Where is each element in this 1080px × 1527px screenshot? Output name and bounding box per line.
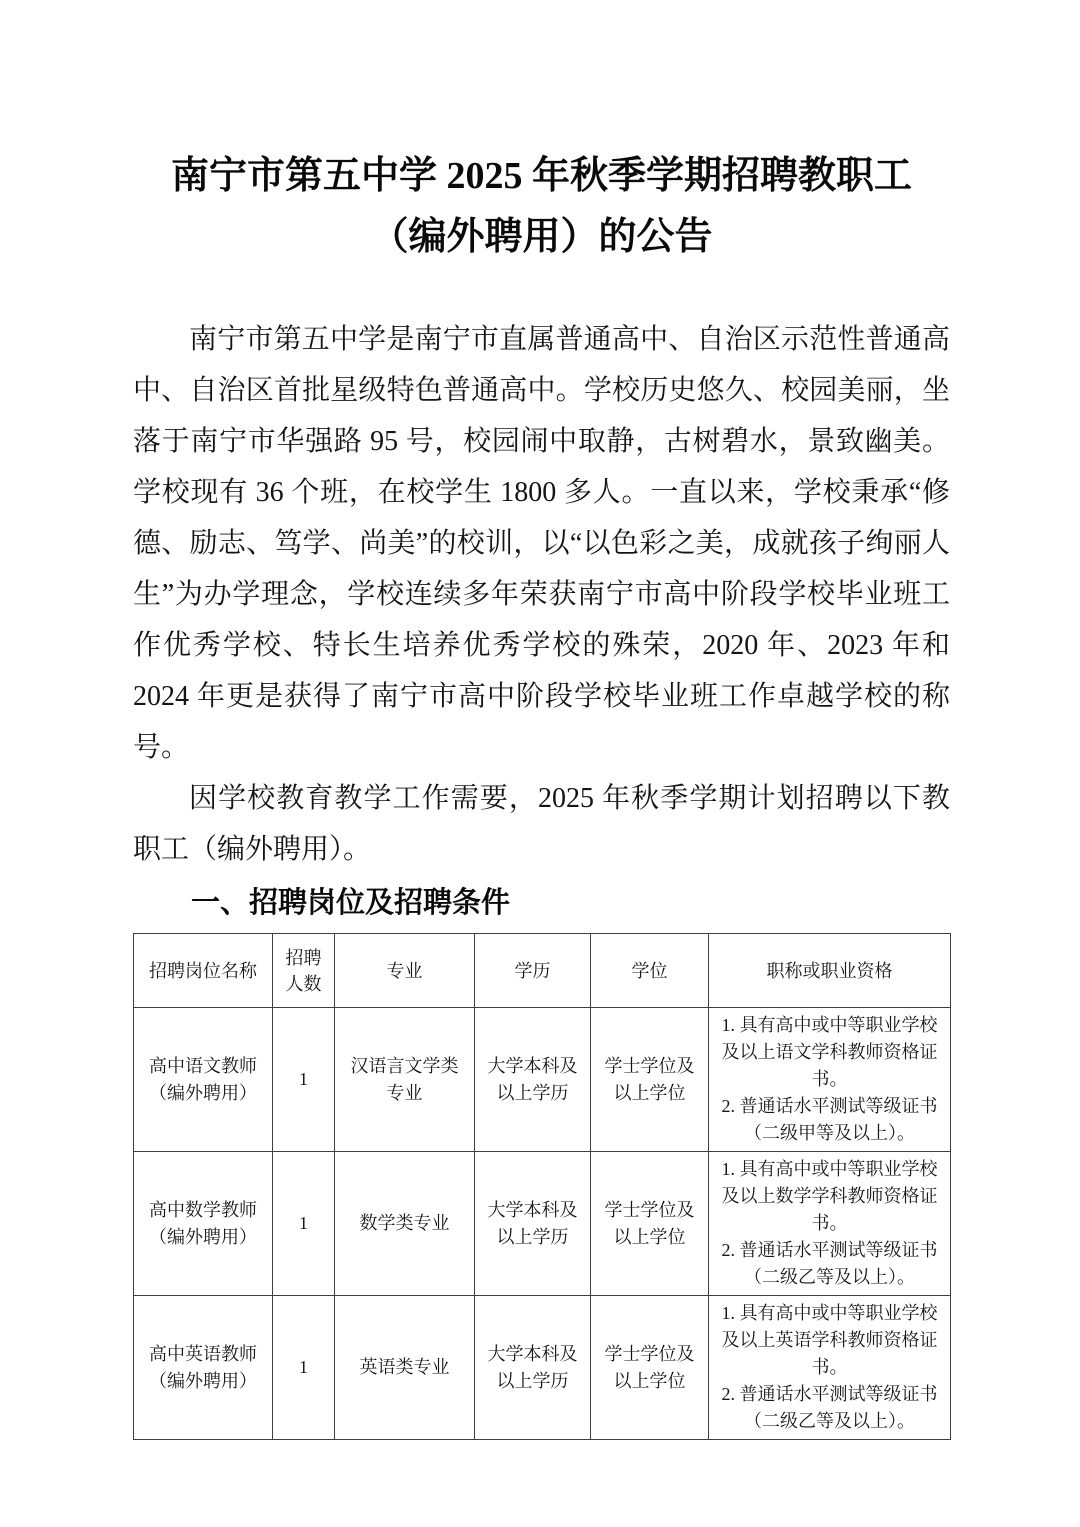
qualification-item: 1. 具有高中或中等职业学校及以上英语学科教师资格证书。 bbox=[721, 1303, 938, 1377]
cell-count: 1 bbox=[273, 1008, 335, 1152]
table-row-english-teacher bbox=[134, 1296, 951, 1440]
table-row-chinese-teacher bbox=[134, 1008, 951, 1152]
cell-count: 1 bbox=[273, 1296, 335, 1440]
qualification-item: 2. 普通话水平测试等级证书（二级乙等及以上）。 bbox=[721, 1240, 938, 1287]
col-header-qualification: 职称或职业资格 bbox=[709, 934, 951, 1008]
cell-position: 高中语文教师（编外聘用） bbox=[134, 1008, 273, 1152]
cell-degree: 学士学位及以上学位 bbox=[591, 1296, 709, 1440]
table-row-math-teacher bbox=[134, 1152, 951, 1296]
cell-major: 汉语言文学类专业 bbox=[335, 1008, 475, 1152]
title-line-2: （编外聘用）的公告 bbox=[370, 216, 713, 258]
document-title bbox=[133, 146, 950, 268]
paragraph-school-intro: 南宁市第五中学是南宁市直属普通高中、自治区示范性普通高中、自治区首批星级特色普通高中。学校历史悠久、校园美丽，坐落于南宁市华强路 95 号，校园闹中取静，古树碧水，景致幽美。学校现有 36 个班，在校学生 1800 多人。一直以来，学校秉承“修德、励志、笃学、尚美”的校训，以“以色彩之美，成就孩子绚丽人生”为办学理念，学校连续多年荣获南宁市高中阶段学校毕业班工作优秀学校、特长生培养优秀学校的殊荣，2020 年、2023 年和 2024 年更是获得了南宁市高中阶段学校毕业班工作卓越学校的称号。 bbox=[133, 324, 950, 763]
cell-degree: 学士学位及以上学位 bbox=[591, 1008, 709, 1152]
col-header-degree: 学位 bbox=[591, 934, 709, 1008]
cell-qualifications bbox=[709, 1152, 951, 1296]
qualification-item: 1. 具有高中或中等职业学校及以上语文学科教师资格证书。 bbox=[721, 1015, 938, 1089]
recruitment-table bbox=[133, 933, 951, 1440]
col-header-major: 专业 bbox=[335, 934, 475, 1008]
cell-degree: 学士学位及以上学位 bbox=[591, 1152, 709, 1296]
col-header-count: 招聘人数 bbox=[273, 934, 335, 1008]
cell-position: 高中数学教师（编外聘用） bbox=[134, 1152, 273, 1296]
table-header-row bbox=[134, 934, 951, 1008]
section-heading-positions: 一、招聘岗位及招聘条件 bbox=[191, 887, 511, 919]
cell-qualifications bbox=[709, 1008, 951, 1152]
cell-qualifications bbox=[709, 1296, 951, 1440]
cell-major: 数学类专业 bbox=[335, 1152, 475, 1296]
cell-education: 大学本科及以上学历 bbox=[475, 1008, 591, 1152]
qualification-item: 1. 具有高中或中等职业学校及以上数学学科教师资格证书。 bbox=[721, 1159, 938, 1233]
cell-education: 大学本科及以上学历 bbox=[475, 1152, 591, 1296]
col-header-position: 招聘岗位名称 bbox=[134, 934, 273, 1008]
cell-education: 大学本科及以上学历 bbox=[475, 1296, 591, 1440]
cell-position: 高中英语教师（编外聘用） bbox=[134, 1296, 273, 1440]
cell-major: 英语类专业 bbox=[335, 1296, 475, 1440]
qualification-item: 2. 普通话水平测试等级证书（二级乙等及以上）。 bbox=[721, 1384, 938, 1431]
col-header-education: 学历 bbox=[475, 934, 591, 1008]
cell-count: 1 bbox=[273, 1152, 335, 1296]
title-line-1: 南宁市第五中学 2025 年秋季学期招聘教职工 bbox=[170, 155, 912, 197]
qualification-item: 2. 普通话水平测试等级证书（二级甲等及以上）。 bbox=[721, 1096, 938, 1143]
paragraph-recruit-plan: 因学校教育教学工作需要，2025 年秋季学期计划招聘以下教职工（编外聘用）。 bbox=[133, 783, 950, 865]
